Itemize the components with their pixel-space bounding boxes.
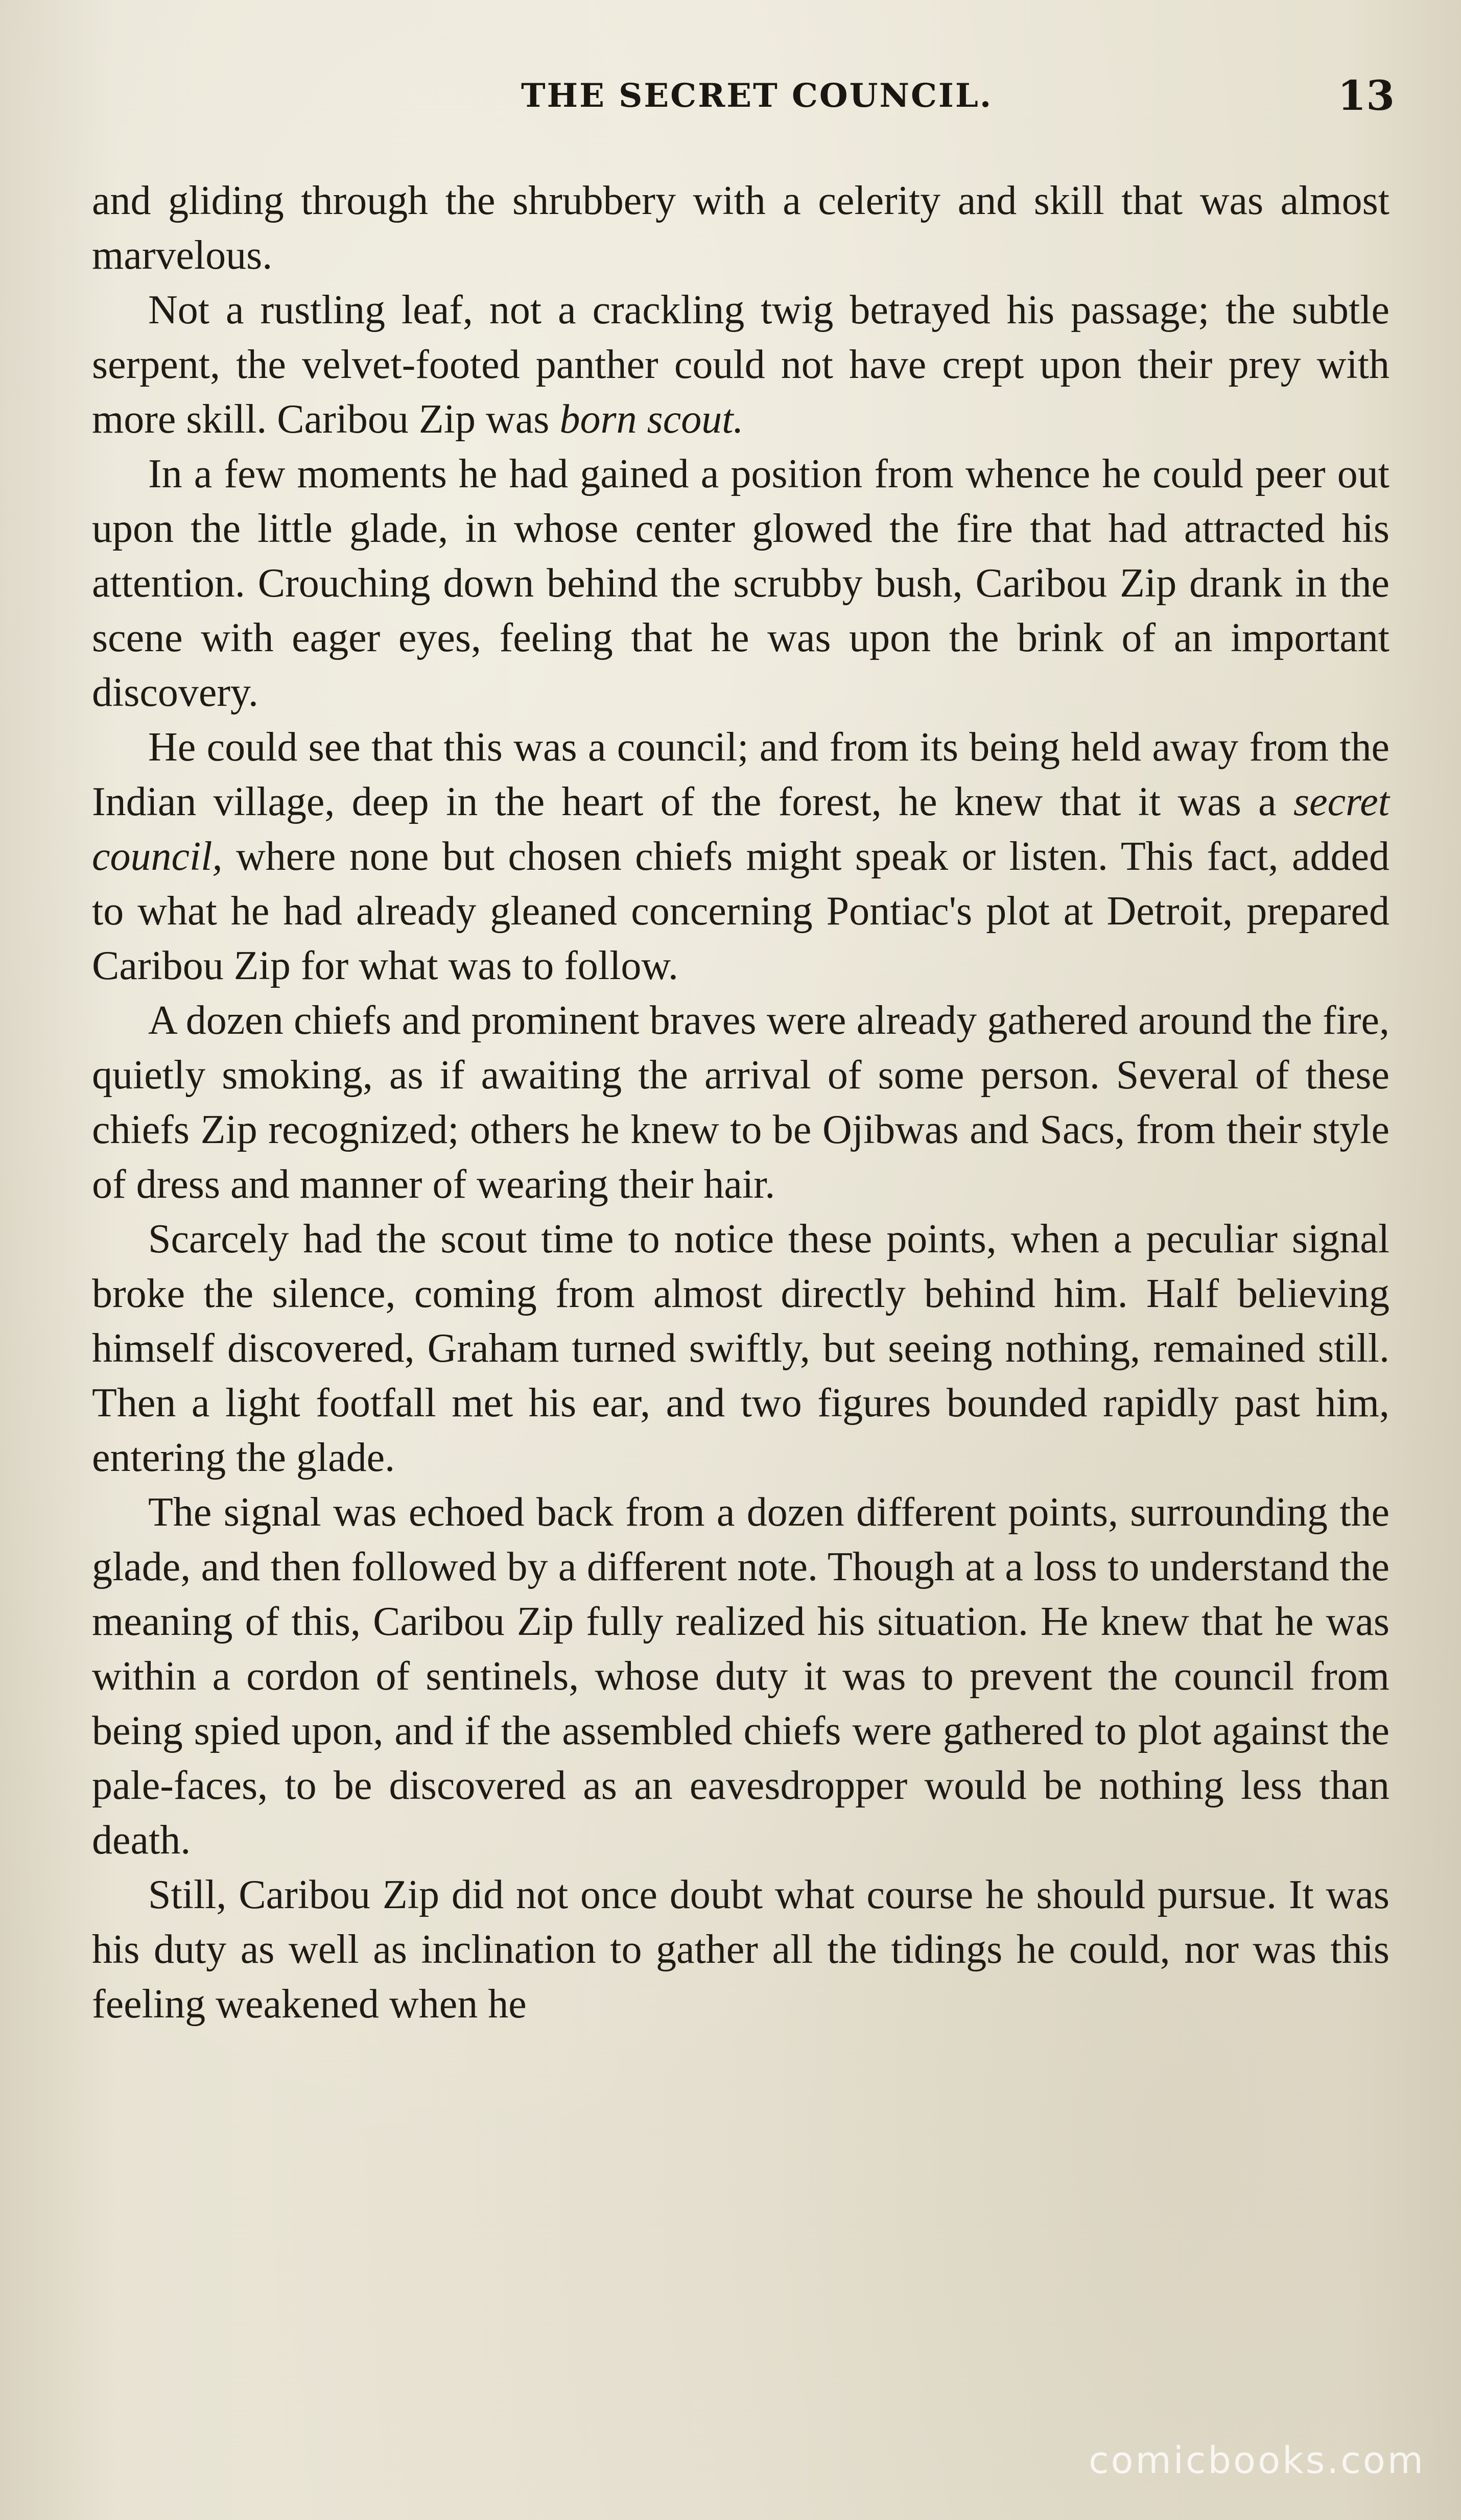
paragraph-2-text: Not a rustling leaf, not a crackling twig betrayed his passage; the subtle serpent, the velvet-footed panther could not have crept upon their prey with more skill. Caribou Zip was: [92, 288, 1389, 442]
page-number: 13: [1337, 72, 1395, 120]
running-head: THE SECRET COUNCIL.: [521, 77, 993, 115]
paragraph-4: [92, 720, 1389, 993]
paragraph-1: and gliding through the shrubbery with a celerity and skill that was almost marvelous.: [92, 178, 1389, 278]
paragraph-2-italic: born scout.: [559, 397, 744, 442]
watermark: comicbooks.com: [1088, 2439, 1425, 2482]
paragraph-6: Scarcely had the scout time to notice these points, when a peculiar signal broke the silence, coming from almost directly behind him. Half believing himself discovered, Graham turned swiftly, but seeing nothing, remained still. Then a light footfall met his ear, and two figures bounded rapidly past him, entering the glade.: [92, 1217, 1389, 1480]
paragraph-4-italic: secret council,: [92, 779, 1389, 879]
paragraph-4-text-a: He could see that this was a council; and from its being held away from the Indian village, deep in the heart of the forest, he knew that it was a: [92, 725, 1389, 824]
page-header: [92, 72, 1395, 128]
paragraph-5: A dozen chiefs and prominent braves were already gathered around the fire, quietly smoking, as if awaiting the arrival of some person. Several of these chiefs Zip recognized; others he knew to be Ojibwas and Sacs, from their style of dress and manner of wearing their hair.: [92, 998, 1389, 1207]
paragraph-3: In a few moments he had gained a position from whence he could peer out upon the little glade, in whose center glowed the fire that had attracted his attention. Crouching down behind the scrubby bush, Caribou Zip drank in the scene with eager eyes, feeling that he was upon the brink of an important discovery.: [92, 451, 1389, 715]
paragraph-7: The signal was echoed back from a dozen different points, surrounding the glade, and then followed by a different note. Though at a loss to understand the meaning of this, Caribou Zip fully realized his situation. He knew that he was within a cordon of sentinels, whose duty it was to prevent the council from being spied upon, and if the assembled chiefs were gathered to plot against the pale-faces, to be discovered as an eavesdropper would be nothing less than death.: [92, 1490, 1389, 1863]
paragraph-8: Still, Caribou Zip did not once doubt what course he should pursue. It was his duty as well as inclination to gather all the tidings he could, nor was this feeling weakened when he: [92, 1872, 1389, 2027]
body-text: [92, 174, 1389, 2032]
paragraph-4-text-b: where none but chosen chiefs might speak or listen. This fact, added to what he had already gleaned concerning Pontiac's plot at Detroit, prepared Caribou Zip for what was to follow.: [92, 834, 1389, 988]
paragraph-2: [92, 283, 1389, 447]
